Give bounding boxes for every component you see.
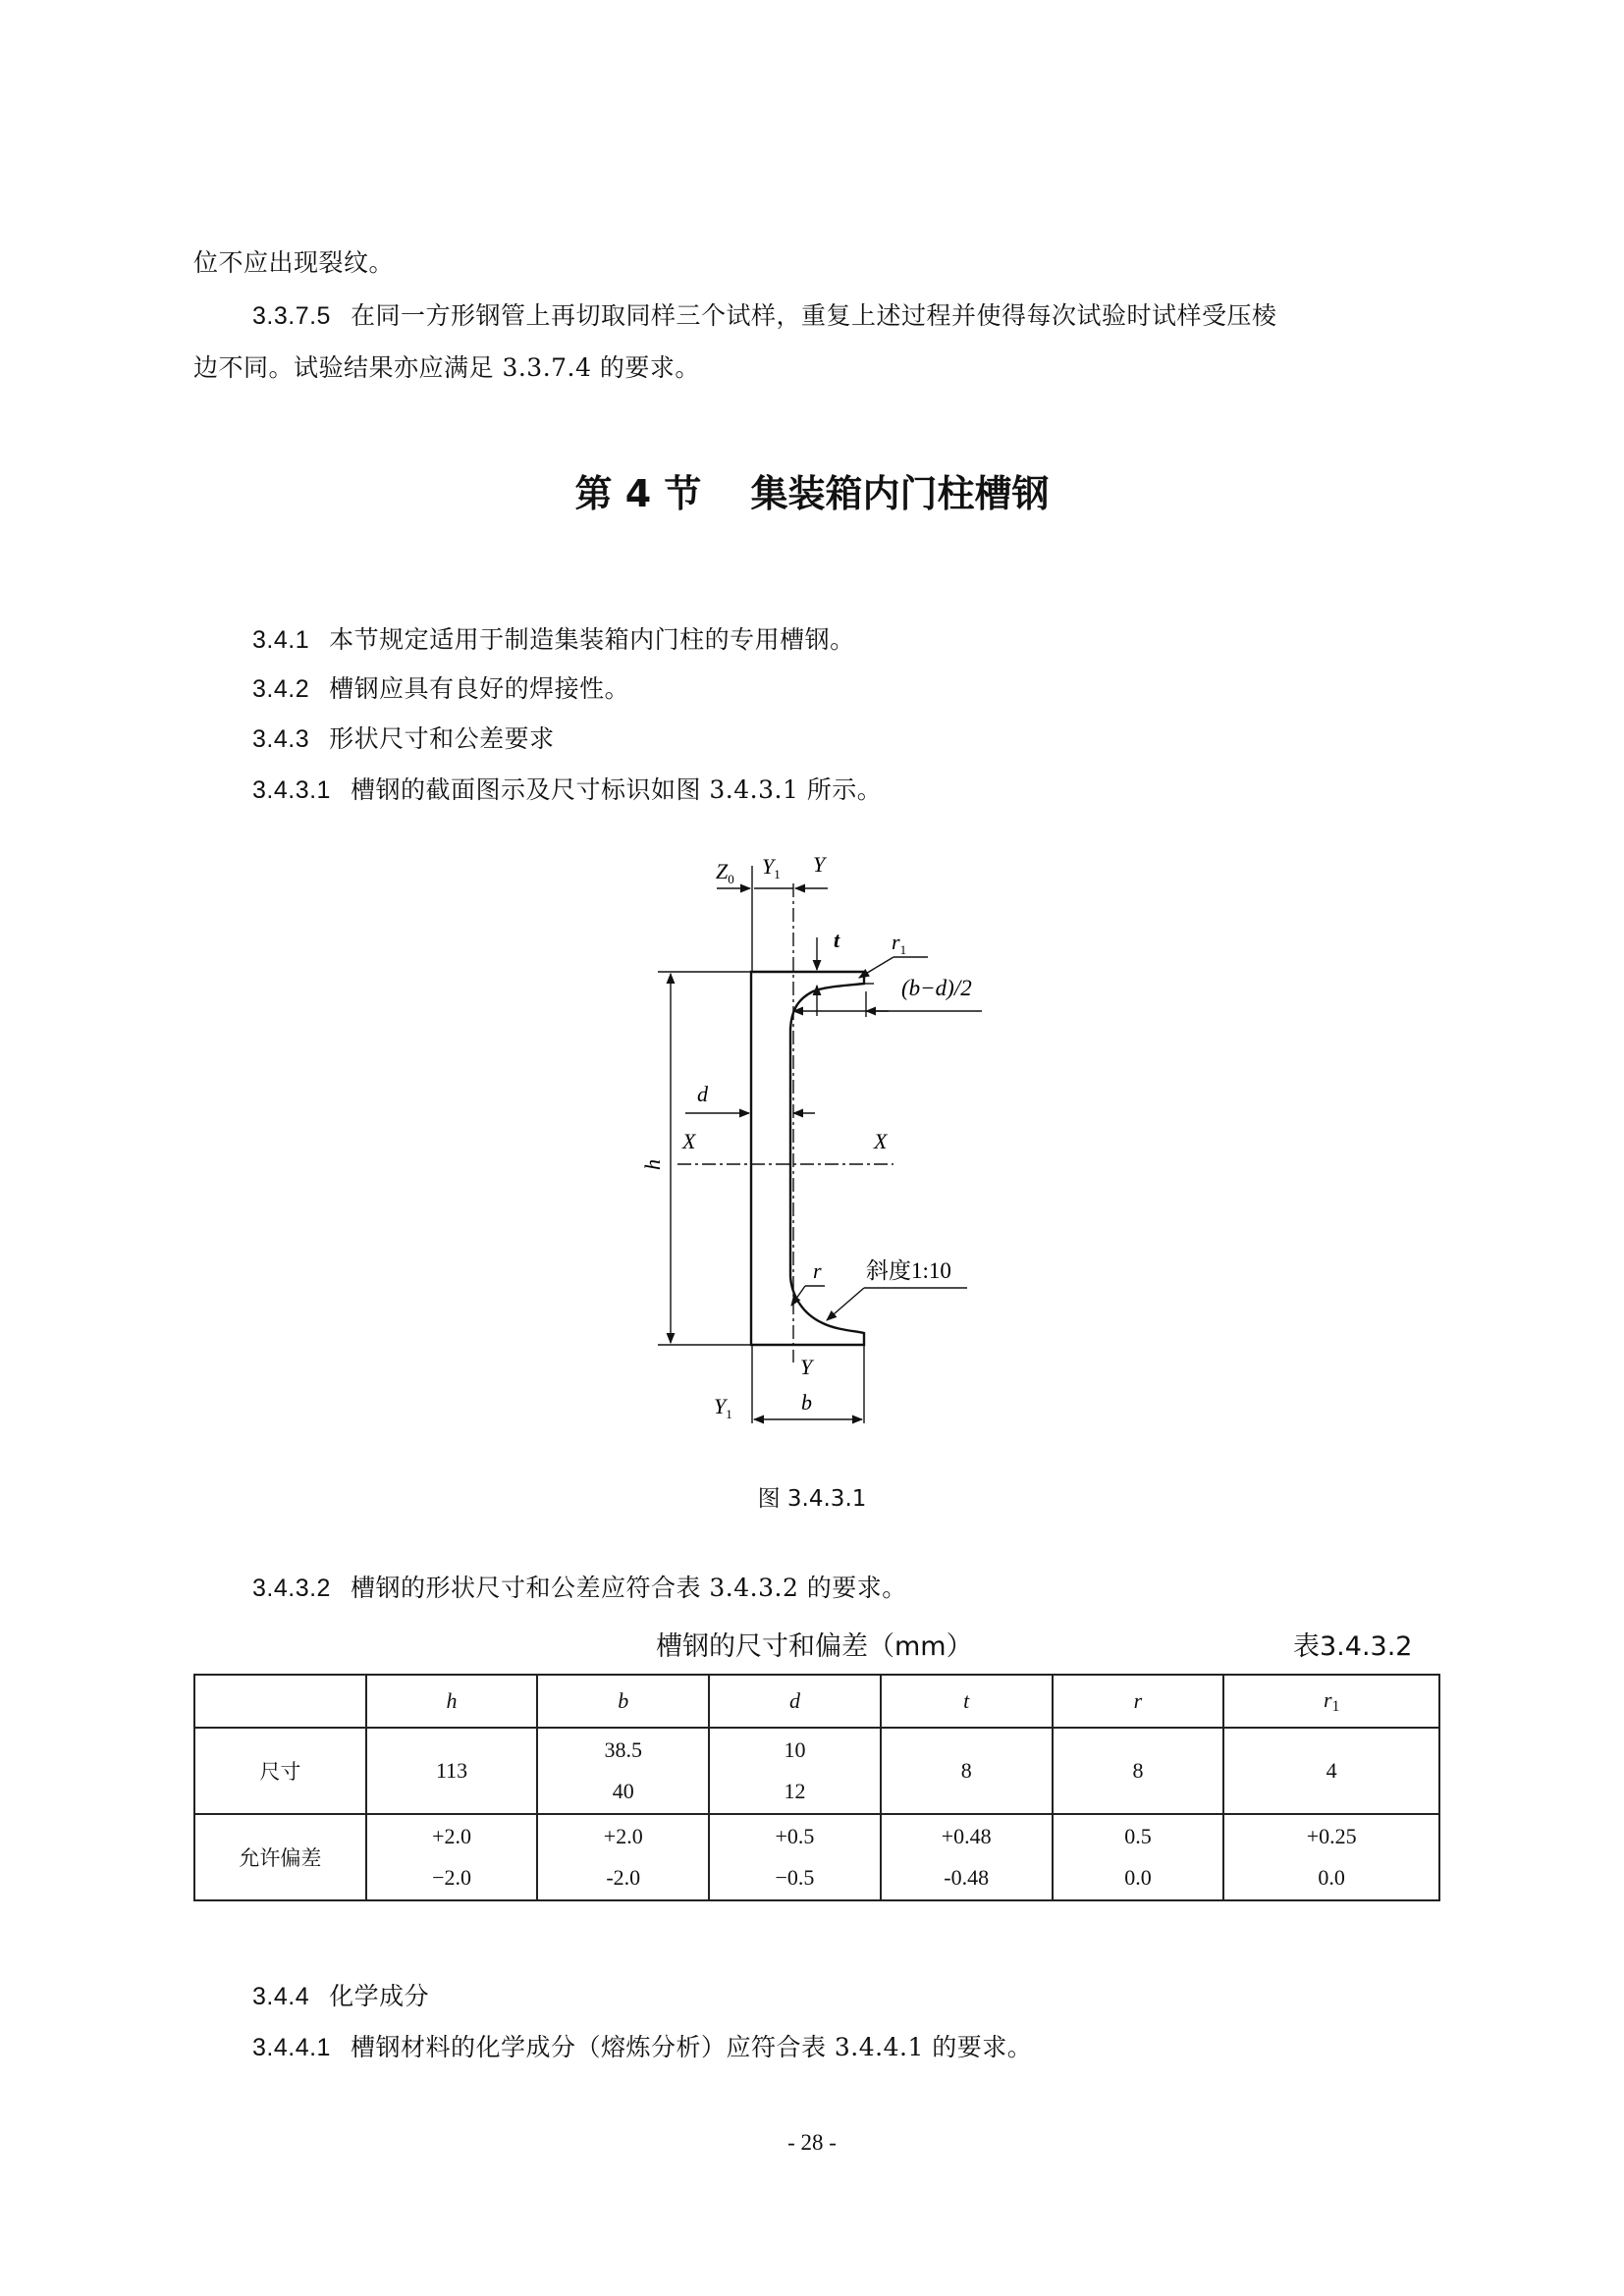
clause-text: 在同一方形钢管上再切取同样三个试样，重复上述过程并使得每次试验时试样受压棱 — [350, 301, 1277, 330]
intro-line: 位不应出现裂纹。 — [193, 248, 395, 277]
dimension-table — [193, 1674, 1440, 1901]
clause-text: 形状尺寸和公差要求 — [329, 724, 555, 753]
figure-caption: 图 3.4.3.1 — [757, 1486, 867, 1512]
row-label: 尺寸 — [194, 1728, 366, 1814]
table-row — [194, 1728, 1439, 1814]
clause-text: 槽钢的形状尺寸和公差应符合表 3.4.3.2 的要求。 — [350, 1574, 907, 1602]
label-b: b — [801, 1390, 812, 1415]
clause-number: 3.4.3.2 — [252, 1575, 331, 1602]
table-cell: 8 — [881, 1728, 1053, 1814]
section-number: 第 4 节 — [574, 472, 702, 515]
table-header-row — [194, 1675, 1439, 1728]
table-cell: +2.0 -2.0 — [537, 1814, 709, 1900]
clause-text: 本节规定适用于制造集装箱内门柱的专用槽钢。 — [329, 625, 855, 654]
section-title: 集装箱内门柱槽钢 — [750, 472, 1050, 515]
page-number: - 28 - — [787, 2130, 837, 2155]
table-cell: +0.5 −0.5 — [709, 1814, 881, 1900]
table-cell: 8 — [1053, 1728, 1224, 1814]
label-y-top: Y — [813, 852, 826, 877]
table-title: 槽钢的尺寸和偏差（mm） — [656, 1631, 973, 1662]
clause-text: 槽钢应具有良好的焊接性。 — [329, 674, 630, 703]
label-z0: $Z_0$ — [716, 859, 734, 886]
header-cell: d — [709, 1675, 881, 1728]
clause-number: 3.4.4.1 — [252, 2034, 331, 2061]
table-cell: +0.25 0.0 — [1223, 1814, 1439, 1900]
header-cell — [194, 1675, 366, 1728]
clause-text: 槽钢的截面图示及尺寸标识如图 3.4.3.1 所示。 — [350, 775, 883, 804]
row-label: 允许偏差 — [194, 1814, 366, 1900]
label-y1-bottom: $Y_1$ — [714, 1394, 732, 1421]
clause-text: 槽钢材料的化学成分（熔炼分析）应符合表 3.4.4.1 的要求。 — [350, 2033, 1033, 2061]
channel-outline — [751, 972, 864, 1345]
table-cell: +0.48 -0.48 — [881, 1814, 1053, 1900]
label-h: h — [640, 1159, 665, 1170]
table-number: 表3.4.3.2 — [1293, 1631, 1413, 1662]
header-cell: b — [537, 1675, 709, 1728]
clause-number: 3.4.1 — [252, 626, 310, 654]
label-d: d — [697, 1082, 708, 1106]
table-cell: 0.5 0.0 — [1053, 1814, 1224, 1900]
clause-number: 3.3.7.5 — [252, 302, 331, 330]
clause-3375-cont: 边不同。试验结果亦应满足 3.3.7.4 的要求。 — [193, 353, 700, 382]
label-x-left: X — [682, 1129, 696, 1153]
table-cell: 4 — [1223, 1728, 1439, 1814]
clause-3441 — [252, 2028, 1032, 2063]
label-y1-top: $Y_1$ — [762, 854, 781, 881]
clause-number: 3.4.3 — [252, 725, 310, 753]
label-r: r — [813, 1258, 822, 1283]
label-b-minus-d-over-2: (b−d)/2 — [901, 976, 972, 1000]
table-cell: +2.0 −2.0 — [366, 1814, 538, 1900]
header-cell: r — [1053, 1675, 1224, 1728]
clause-3432 — [252, 1569, 907, 1604]
header-cell: h — [366, 1675, 538, 1728]
header-cell: $r_1$ — [1223, 1675, 1439, 1728]
label-slope: 斜度1:10 — [866, 1258, 951, 1283]
label-t: t — [834, 928, 840, 952]
clause-number: 3.4.4 — [252, 1983, 310, 2010]
clause-number: 3.4.3.1 — [252, 776, 331, 804]
header-cell: t — [881, 1675, 1053, 1728]
clause-344 — [252, 1977, 429, 2012]
label-r1: $r_1$ — [892, 930, 907, 957]
label-x-right: X — [874, 1129, 888, 1153]
table-cell: 113 — [366, 1728, 538, 1814]
clause-text: 化学成分 — [329, 1982, 430, 2010]
table-row — [194, 1814, 1439, 1900]
label-y-bottom: Y — [800, 1355, 813, 1379]
table-cell: 38.5 40 — [537, 1728, 709, 1814]
table-cell: 10 12 — [709, 1728, 881, 1814]
clause-number: 3.4.2 — [252, 675, 310, 703]
